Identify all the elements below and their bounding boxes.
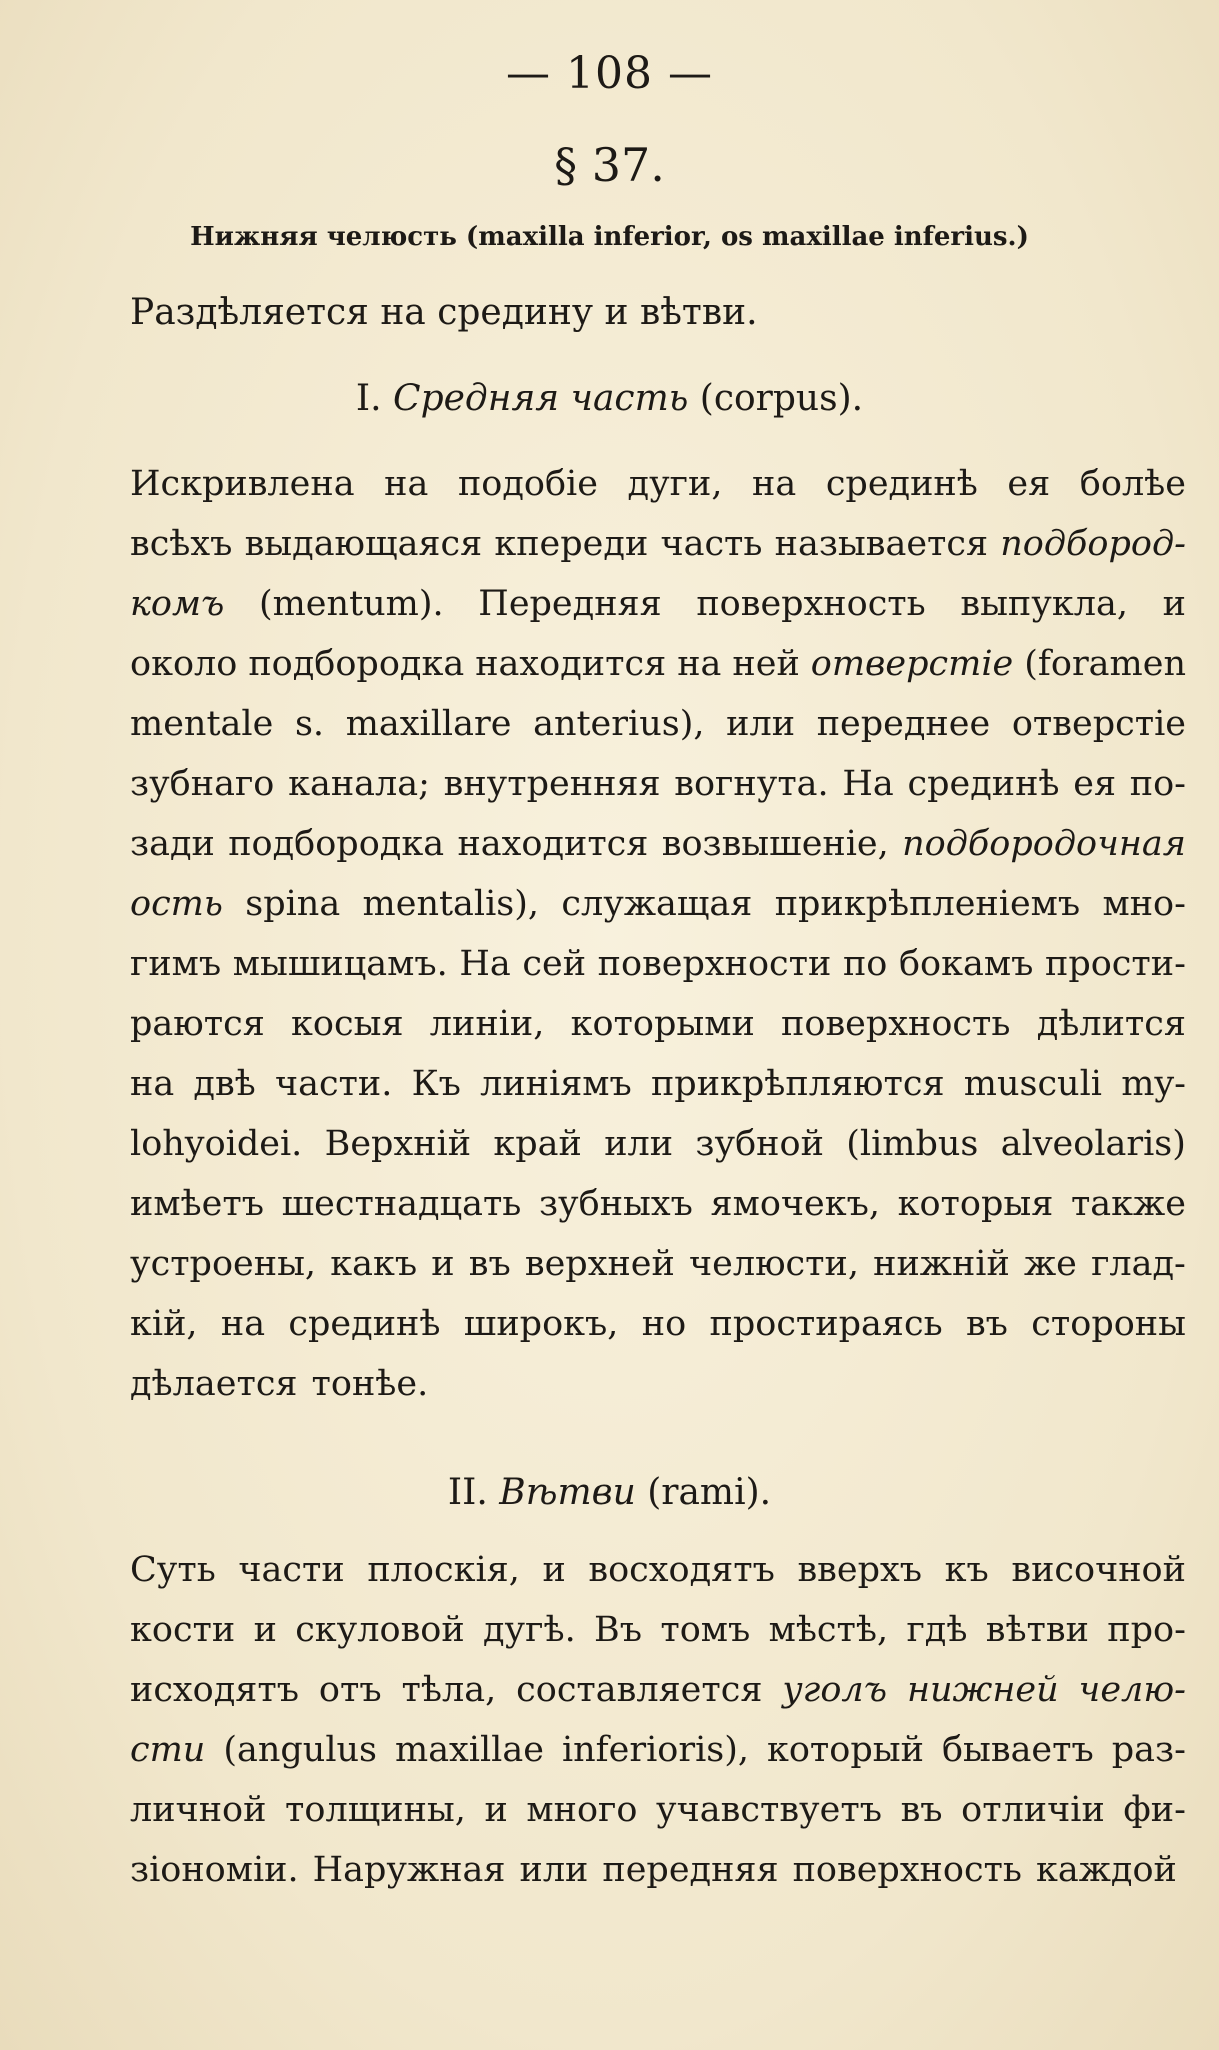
word: (limbus <box>846 1124 979 1164</box>
word: всѣхъ <box>130 524 233 564</box>
word: зади <box>130 824 215 864</box>
word: срединѣ <box>288 1304 441 1344</box>
word: и <box>253 1610 277 1650</box>
paragraph-body-part1 <box>130 454 1186 1414</box>
word: дуги, <box>627 464 723 504</box>
text-line <box>130 1780 1186 1840</box>
word: болѣе <box>1079 464 1186 504</box>
word: раз- <box>1111 1730 1186 1770</box>
word: фи- <box>1123 1790 1186 1830</box>
word: служащая <box>561 884 753 924</box>
word: широкъ, <box>463 1304 619 1344</box>
word: подбородочная <box>902 824 1186 864</box>
text-line <box>130 934 1186 994</box>
part2-numeral: II. <box>447 1472 488 1513</box>
part1-numeral: I. <box>355 378 382 419</box>
text-line <box>130 814 1186 874</box>
word: въ <box>468 1244 511 1284</box>
text-line <box>130 454 1186 514</box>
word: исходятъ <box>130 1670 300 1710</box>
word: которыя <box>897 1184 1054 1224</box>
text-line <box>130 1114 1186 1174</box>
word: выпукла, <box>960 584 1128 624</box>
word: и <box>542 1550 566 1590</box>
word: части <box>238 1550 345 1590</box>
text-line <box>130 514 1186 574</box>
part1-heading <box>0 378 1219 419</box>
word: ость <box>130 884 223 924</box>
word: кій, <box>130 1304 198 1344</box>
word: дѣлается <box>130 1364 298 1404</box>
text-line <box>130 1174 1186 1234</box>
word: прикрѣпленіемъ <box>774 884 1081 924</box>
word: подобіе <box>457 464 598 504</box>
word: дѣлится <box>1036 1004 1186 1044</box>
word: mentale <box>130 704 274 744</box>
word: стороны <box>1031 1304 1186 1344</box>
word: spina <box>245 884 341 924</box>
word: личной <box>130 1790 267 1830</box>
word: но <box>641 1304 687 1344</box>
word: кпереди <box>494 524 649 564</box>
word: (foramen <box>1024 644 1186 684</box>
word: глад- <box>1091 1244 1186 1284</box>
word: зубной <box>695 1124 824 1164</box>
word: бываетъ <box>941 1730 1094 1770</box>
word: (mentum). <box>258 584 444 624</box>
word: косыя <box>291 1004 404 1044</box>
word: часть <box>660 524 763 564</box>
word: ея <box>1007 464 1051 504</box>
word: зубнаго <box>130 764 275 804</box>
word: около <box>130 644 238 684</box>
word: къ <box>944 1550 989 1590</box>
word: челю- <box>1078 1670 1186 1710</box>
word: отъ <box>318 1670 382 1710</box>
word: mentalis), <box>362 884 540 924</box>
word: которыми <box>570 1004 755 1044</box>
word: на <box>677 644 722 684</box>
word: зубныхъ <box>538 1184 693 1224</box>
word: ея <box>1073 764 1117 804</box>
word: поверхность <box>696 584 926 624</box>
word: скуловой <box>295 1610 465 1650</box>
part2-latin: (rami). <box>647 1472 772 1513</box>
word: по- <box>1129 764 1186 804</box>
word: и <box>431 1244 455 1284</box>
word: Наружная <box>312 1850 506 1890</box>
word: томъ <box>660 1610 751 1650</box>
word: возвышеніе, <box>661 824 889 864</box>
word: шестнадцать <box>281 1184 522 1224</box>
word: по <box>842 944 888 984</box>
word: линіямъ <box>480 1064 632 1104</box>
word: срединѣ <box>907 764 1060 804</box>
word: линіи, <box>429 1004 545 1044</box>
text-line <box>130 1054 1186 1114</box>
word: поверхность <box>792 1850 1022 1890</box>
word: и <box>484 1790 508 1830</box>
word: восходятъ <box>588 1550 775 1590</box>
word: находится <box>475 644 667 684</box>
word: въ <box>900 1790 943 1830</box>
word: На <box>842 764 894 804</box>
text-line <box>130 874 1186 934</box>
section-title: Нижняя челюсть (maxilla inferior, os maxillae inferius.) <box>190 222 1029 252</box>
text-line <box>130 634 1186 694</box>
text-line <box>130 1294 1186 1354</box>
word: alveolaris) <box>1000 1124 1186 1164</box>
word: musculi <box>963 1064 1102 1104</box>
word: каждой <box>1035 1850 1177 1890</box>
word: гимъ <box>130 944 222 984</box>
word: Искривлена <box>130 464 355 504</box>
word: отверстіе <box>1011 704 1186 744</box>
word: составляется <box>516 1670 763 1710</box>
part1-name: Средняя часть <box>393 378 689 419</box>
text-line <box>130 1600 1186 1660</box>
word: Верхній <box>324 1124 472 1164</box>
word: уголъ <box>782 1670 888 1710</box>
word: отличіи <box>961 1790 1105 1830</box>
word: На <box>459 944 511 984</box>
word: Въ <box>594 1610 643 1650</box>
word: какъ <box>330 1244 418 1284</box>
word: въ <box>965 1304 1008 1344</box>
word: тѣла, <box>401 1670 497 1710</box>
word: простираясь <box>709 1304 943 1344</box>
word: зіономіи. <box>130 1850 299 1890</box>
word: Суть <box>130 1550 216 1590</box>
word: плоскія, <box>367 1550 520 1590</box>
word: называется <box>774 524 989 564</box>
word: гдѣ <box>906 1610 968 1650</box>
word: про- <box>1107 1610 1186 1650</box>
word: много <box>526 1790 638 1830</box>
word: мно- <box>1102 884 1186 924</box>
text-line <box>130 1720 1186 1780</box>
word: тонѣе. <box>311 1364 429 1404</box>
word: на <box>752 464 797 504</box>
word: мышицамъ. <box>232 944 448 984</box>
word: отверстіе <box>810 644 1014 684</box>
word: s. <box>294 704 325 744</box>
word: имѣетъ <box>130 1184 265 1224</box>
word: же <box>1023 1244 1077 1284</box>
part1-latin: (corpus). <box>699 378 864 419</box>
word: вѣтви <box>985 1610 1089 1650</box>
word: ямочекъ, <box>710 1184 881 1224</box>
word: прикрѣпляются <box>650 1064 945 1104</box>
word: или <box>519 1850 589 1890</box>
word: inferioris), <box>561 1730 750 1770</box>
word: на <box>130 1064 175 1104</box>
word: переднее <box>816 704 991 744</box>
word: челюсти, <box>688 1244 859 1284</box>
paragraph-branches-part2 <box>130 1540 1186 1900</box>
part2-heading <box>0 1472 1219 1513</box>
word: и <box>1162 584 1186 624</box>
word: вогнута. <box>674 764 829 804</box>
word: вверхъ <box>797 1550 922 1590</box>
word: части. <box>274 1064 393 1104</box>
word: Къ <box>411 1064 461 1104</box>
word: височной <box>1011 1550 1186 1590</box>
word: бокамъ <box>898 944 1034 984</box>
word: двѣ <box>193 1064 256 1104</box>
text-line <box>130 694 1186 754</box>
word: который <box>766 1730 924 1770</box>
text-line <box>130 994 1186 1054</box>
word: my- <box>1121 1064 1186 1104</box>
text-line <box>130 754 1186 814</box>
word: край <box>493 1124 582 1164</box>
word: передняя <box>602 1850 779 1890</box>
word: подбородка <box>228 824 445 864</box>
word: сти <box>130 1730 206 1770</box>
word: lohyoidei. <box>130 1124 303 1164</box>
text-line <box>130 1354 1186 1414</box>
word: выдающаяся <box>244 524 483 564</box>
word: maxillae <box>395 1730 544 1770</box>
word: верхней <box>524 1244 675 1284</box>
word: (angulus <box>223 1730 378 1770</box>
text-line <box>130 1234 1186 1294</box>
word: комъ <box>130 584 225 624</box>
text-line <box>130 1660 1186 1720</box>
word: или <box>726 704 796 744</box>
word: толщины, <box>285 1790 466 1830</box>
word: канала; <box>288 764 430 804</box>
word: подбородка <box>248 644 465 684</box>
word: или <box>604 1124 674 1164</box>
word: внутренняя <box>443 764 661 804</box>
word: устроены, <box>130 1244 317 1284</box>
word: раются <box>130 1004 265 1044</box>
word: ней <box>732 644 800 684</box>
word: anterius), <box>533 704 705 744</box>
word: подбород- <box>1000 524 1186 564</box>
text-line <box>130 1840 1186 1900</box>
word: мѣстѣ, <box>768 1610 889 1650</box>
word: нижней <box>906 1670 1059 1710</box>
word: нижній <box>873 1244 1010 1284</box>
word: на <box>220 1304 266 1344</box>
word: кости <box>130 1610 236 1650</box>
word: сей <box>522 944 587 984</box>
text-line <box>130 1540 1186 1600</box>
word: на <box>384 464 429 504</box>
intro-sentence: Раздѣляется на средину и вѣтви. <box>130 292 758 333</box>
word: Передняя <box>478 584 662 624</box>
word: также <box>1070 1184 1186 1224</box>
word: учавствуетъ <box>656 1790 882 1830</box>
word: поверхности <box>597 944 832 984</box>
word: maxillare <box>345 704 512 744</box>
word: дугѣ. <box>483 1610 576 1650</box>
text-line <box>130 574 1186 634</box>
page-number-header: — 108 — <box>506 48 713 99</box>
word: поверхность <box>781 1004 1011 1044</box>
part2-name: Вѣтви <box>499 1472 636 1513</box>
word: прости- <box>1045 944 1186 984</box>
word: срединѣ <box>825 464 978 504</box>
word: находится <box>457 824 649 864</box>
section-number: § 37. <box>554 138 665 192</box>
